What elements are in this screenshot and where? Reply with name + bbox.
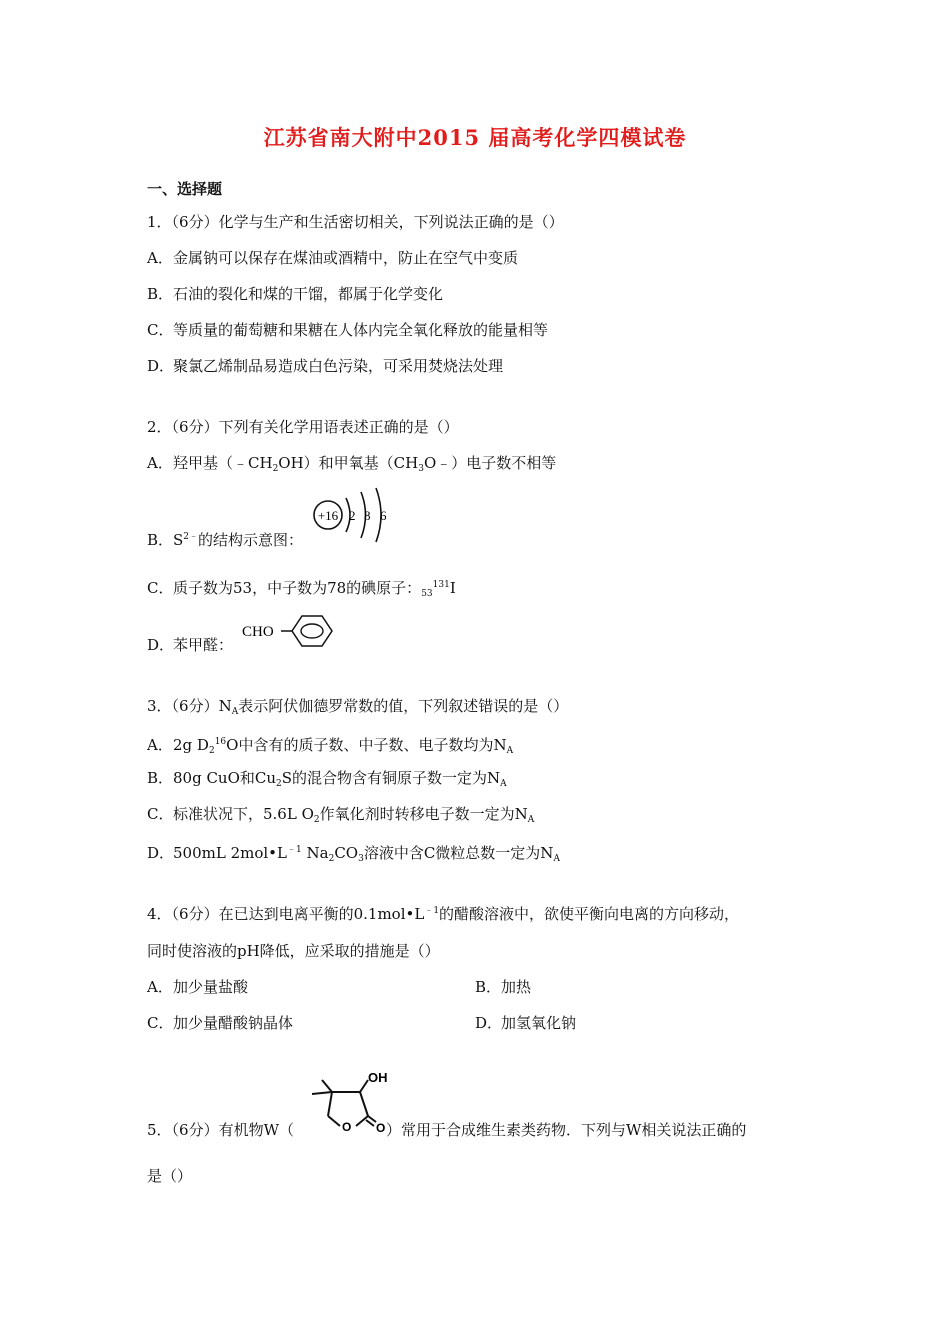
q2-stem: 2．（6分）下列有关化学用语表述正确的是（） (147, 418, 459, 436)
q3-d-4: 2 (328, 854, 335, 864)
q2-a-sub2: 3 (418, 464, 424, 474)
q3-option-c (147, 805, 534, 829)
q4-c-text: 加少量醋酸钠晶体 (173, 1014, 294, 1032)
q4-stem-line2: 同时使溶液的pH降低，应采取的措施是（） (147, 942, 440, 960)
q2-c-mass-number: 131 (432, 580, 450, 590)
shell-2-count: 8 (364, 508, 371, 523)
q4-option-a (147, 978, 248, 996)
q3-stem-sub: A (231, 707, 239, 717)
q2-b-sup: 2﹣ (183, 532, 199, 542)
q2-option-d (147, 636, 233, 654)
q1-a-text: 金属钠可以保存在煤油或酒精中，防止在空气中变质 (173, 249, 519, 267)
q3-option-d (147, 841, 560, 868)
option-label: C． (147, 321, 174, 339)
q3-a-4: O中含有的质子数、中子数、电子数均为N (226, 736, 507, 754)
q3-d-1: 500mL 2mol•L (173, 844, 287, 862)
q3-a-5: A (506, 746, 514, 756)
option-label: D． (147, 636, 175, 654)
q4-option-b (475, 978, 531, 996)
q3-d-8: A (553, 854, 560, 864)
q4-stem-pre: 4．（6分）在已达到电离平衡的0.1mol•L (147, 905, 425, 923)
q4-b-text: 加热 (501, 978, 532, 996)
q4-stem-line1 (147, 902, 739, 923)
q2-c-atomic-number: 53 (421, 589, 433, 599)
option-label: B． (475, 978, 502, 996)
q2-d-text: 苯甲醛： (173, 636, 234, 654)
q1-d-text: 聚氯乙烯制品易造成白色污染，可采用焚烧法处理 (173, 357, 504, 375)
option-label: B． (147, 531, 174, 549)
q5-stem-line1 (147, 1121, 746, 1139)
option-label: A． (147, 978, 173, 996)
q2-c-element: I (449, 579, 456, 597)
q3-c-3: 作氧化剂时转移电子数一定为N (319, 805, 528, 823)
q3-d-5: CO (334, 844, 359, 862)
hydroxyl-label: OH (368, 1070, 388, 1085)
option-label: A． (147, 454, 173, 472)
q4-stem-sup: ﹣1 (424, 906, 440, 916)
option-label: D． (475, 1014, 503, 1032)
q4-option-d (475, 1014, 576, 1032)
q2-a-sub1: 2 (272, 464, 279, 474)
page-title: 江苏省南大附中2015 届高考化学四模试卷 (263, 125, 687, 150)
option-label: A． (147, 736, 173, 754)
q4-stem-post: 的醋酸溶液中，欲使平衡向电离的方向移动， (439, 905, 740, 923)
q2-b-post: 的结构示意图： (198, 531, 304, 549)
q4-d-text: 加氢氧化钠 (501, 1014, 577, 1032)
q3-a-1: 2g D (173, 736, 209, 754)
q2-a-mid: OH）和甲氧基（CH (278, 454, 419, 472)
q5-stem-pre: 5．（6分）有机物W（ (147, 1121, 295, 1139)
q5-stem-post: ）常用于合成维生素类药物．下列与W相关说法正确的 (386, 1121, 747, 1139)
option-label: C． (147, 1014, 174, 1032)
q3-c-2: 2 (313, 815, 320, 825)
shell-1-count: 2 (349, 508, 356, 523)
q3-stem-pre: 3．（6分）N (147, 697, 232, 715)
q3-d-7: 溶液中含C微粒总数一定为N (363, 844, 554, 862)
q3-b-2: 2 (276, 779, 282, 789)
q2-b-pre: S (173, 531, 184, 549)
option-label: C． (147, 579, 174, 597)
q3-c-4: A (527, 815, 535, 825)
nucleus-charge: +16 (317, 508, 339, 523)
q3-d-2: ﹣1 (287, 845, 302, 855)
q1-option-b (147, 285, 443, 303)
q5-stem-line2: 是（） (147, 1167, 193, 1185)
benzaldehyde-structure (240, 612, 350, 652)
q1-option-d (147, 357, 503, 375)
option-label: C． (147, 805, 174, 823)
q3-b-4: A (500, 779, 507, 789)
q1-stem: 1．（6分）化学与生产和生活密切相关，下列说法正确的是（） (147, 213, 564, 231)
ring-oxygen-label: O (342, 1120, 352, 1134)
q3-c-1: 标准状况下，5.6L O (173, 805, 314, 823)
lactone-structure-w (306, 1066, 406, 1146)
q3-a-2: 2 (208, 746, 215, 756)
q3-stem (147, 697, 568, 721)
shell-3-count: 6 (380, 508, 387, 523)
q1-option-a (147, 249, 518, 267)
q2-option-c (147, 576, 456, 603)
sulfur-ion-structure-diagram (306, 486, 396, 546)
q1-c-text: 等质量的葡萄糖和果糖在人体内完全氧化释放的能量相等 (173, 321, 549, 339)
aldehyde-group-label: CHO (242, 624, 274, 640)
carbonyl-oxygen-label: O (376, 1121, 386, 1135)
q2-c-text: 质子数为53，中子数为78的碘原子： (173, 579, 422, 597)
q3-option-a (147, 733, 513, 760)
q3-d-3: Na (301, 844, 329, 862)
option-label: B． (147, 285, 174, 303)
option-label: D． (147, 357, 175, 375)
option-label: D． (147, 844, 175, 862)
option-label: B． (147, 769, 174, 787)
q3-d-6: 3 (358, 854, 364, 864)
q2-a-post: O﹣）电子数不相等 (423, 454, 557, 472)
q3-a-3: 16 (214, 737, 227, 747)
section-heading: 一、选择题 (147, 180, 223, 198)
q2-option-a (147, 454, 556, 478)
q1-b-text: 石油的裂化和煤的干馏，都属于化学变化 (173, 285, 444, 303)
q4-a-text: 加少量盐酸 (173, 978, 249, 996)
q3-stem-post: 表示阿伏伽德罗常数的值，下列叙述错误的是（） (238, 697, 569, 715)
q3-b-1: 80g CuO和Cu (173, 769, 277, 787)
q2-a-pre: 羟甲基（﹣CH (173, 454, 273, 472)
option-label: A． (147, 249, 173, 267)
q3-option-b (147, 769, 507, 793)
q3-b-3: S的混合物含有铜原子数一定为N (281, 769, 501, 787)
q2-option-b (147, 528, 303, 549)
q4-option-c (147, 1014, 293, 1032)
q1-option-c (147, 321, 548, 339)
